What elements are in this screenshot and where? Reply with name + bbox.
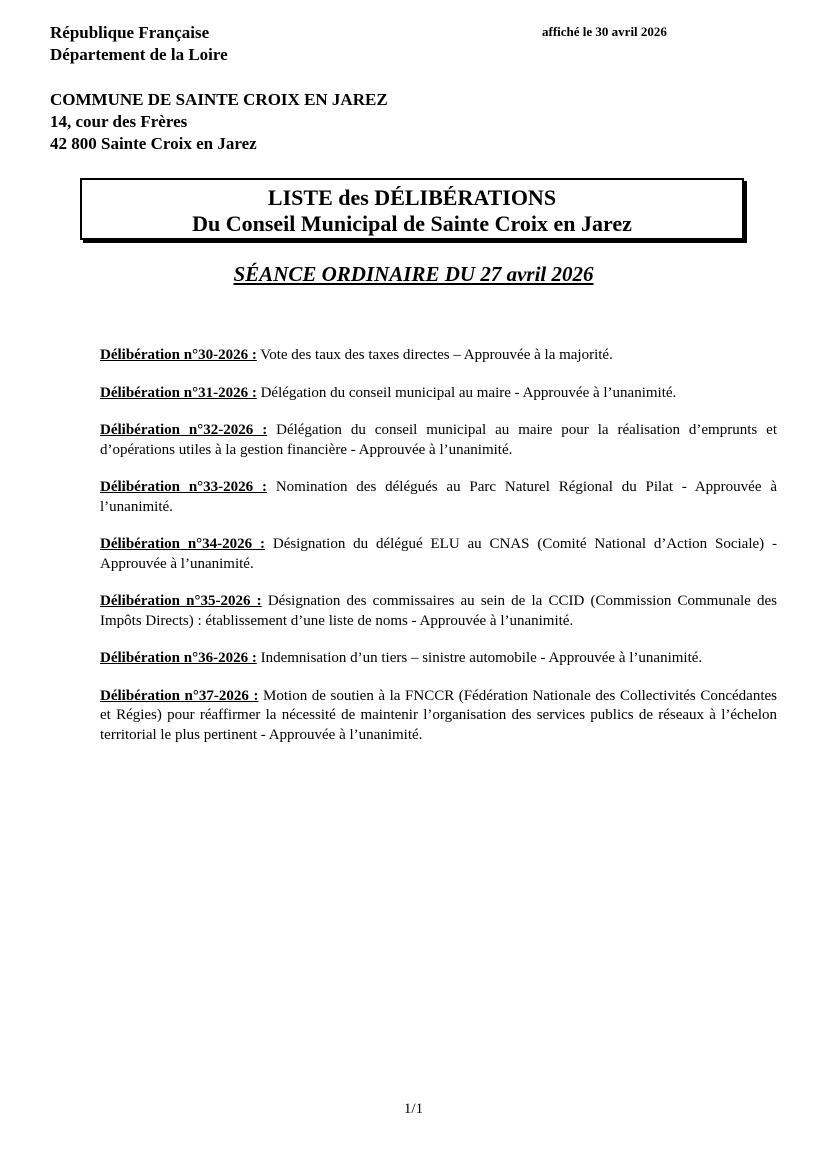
title-box <box>80 178 744 240</box>
department-label: Département de la Loire <box>50 45 228 64</box>
deliberation-text: Motion de soutien à la FNCCR (Fédération Nationale des Collectivités Concédantes et Régies) pour réaffirmer la nécessité de maintenir l’organisation des services publics de réseaux à l’échelon territorial le plus pertinent - Approuvée à l’unanimité. <box>100 687 777 743</box>
deliberation-ref: Délibération n°30-2026 : <box>100 347 257 363</box>
deliberation-text: Délégation du conseil municipal au maire - Approuvée à l’unanimité. <box>256 384 677 401</box>
deliberation-item <box>100 346 777 366</box>
deliberation-item <box>100 535 777 574</box>
deliberations-list <box>100 346 777 763</box>
posted-date: affiché le 30 avril 2026 <box>542 24 667 39</box>
deliberation-text: Indemnisation d’un tiers – sinistre automobile - Approuvée à l’unanimité. <box>256 650 703 666</box>
session-heading <box>0 262 827 287</box>
deliberation-item <box>100 649 777 669</box>
deliberation-ref: Délibération n°33-2026 : <box>100 479 267 495</box>
deliberation-ref: Délibération n°36-2026 : <box>100 650 257 666</box>
deliberation-item <box>100 592 777 631</box>
deliberation-ref: Délibération n°32-2026 : <box>100 422 268 438</box>
deliberation-item <box>100 421 777 460</box>
title-line1: LISTE des DÉLIBÉRATIONS <box>267 185 557 210</box>
deliberation-ref: Délibération n°34-2026 : <box>100 536 266 552</box>
deliberation-text: Désignation des commissaires au sein de la CCID (Commission Communale des Impôts Directs) : établissement d’une liste de noms - Approuvée à l’unanimité. <box>100 593 777 629</box>
deliberation-item <box>100 478 777 517</box>
page-number: 1/1 <box>403 1101 424 1117</box>
session-title: SÉANCE ORDINAIRE DU 27 avril 2026 <box>233 262 594 286</box>
commune-address-line1: 14, cour des Frères <box>50 112 188 131</box>
deliberation-text: Nomination des délégués au Parc Naturel Régional du Pilat - Approuvée à l’unanimité. <box>100 479 777 515</box>
deliberation-item <box>100 384 777 404</box>
deliberation-item <box>100 687 777 746</box>
deliberation-text: Désignation du délégué ELU au CNAS (Comité National d’Action Sociale) - Approuvée à l’unanimité. <box>100 536 777 572</box>
deliberation-ref: Délibération n°37-2026 : <box>100 687 259 704</box>
commune-address-line2: 42 800 Sainte Croix en Jarez <box>50 134 257 153</box>
deliberation-ref: Délibération n°35-2026 : <box>100 593 262 609</box>
commune-name: COMMUNE DE SAINTE CROIX EN JAREZ <box>50 90 388 109</box>
commune-block <box>50 89 388 155</box>
header-left <box>50 22 228 66</box>
deliberation-text: Délégation du conseil municipal au maire pour la réalisation d’emprunts et d’opérations utiles à la gestion financière - Approuvée à l’unanimité. <box>100 422 777 458</box>
deliberation-ref: Délibération n°31-2026 : <box>100 384 257 401</box>
title-line2: Du Conseil Municipal de Sainte Croix en Jarez <box>192 211 632 236</box>
deliberation-text: Vote des taux des taxes directes – Approuvée à la majorité. <box>256 347 613 363</box>
republic-label: République Française <box>50 23 210 42</box>
